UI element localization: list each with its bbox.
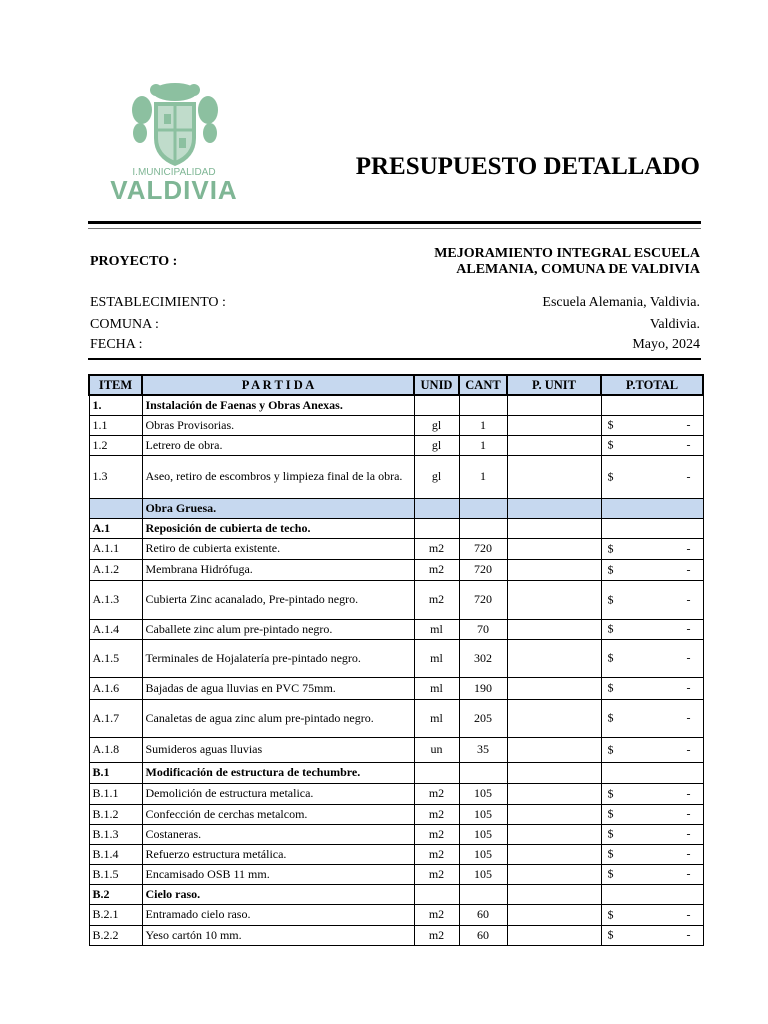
- item-unit: m2: [414, 824, 459, 844]
- currency-symbol: $: [607, 742, 614, 756]
- item-description: Refuerzo estructura metálica.: [142, 844, 414, 864]
- item-unit: ml: [414, 639, 459, 677]
- item-unit: m2: [414, 844, 459, 864]
- item-quantity: [459, 498, 507, 518]
- item-code: A.1.2: [89, 559, 142, 580]
- item-unit-price: [507, 639, 601, 677]
- item-code: B.2.2: [89, 925, 142, 945]
- item-total-price: [601, 864, 703, 884]
- item-description: Bajadas de agua lluvias en PVC 75mm.: [142, 677, 414, 699]
- currency-symbol: $: [607, 562, 614, 576]
- total-value: -: [686, 907, 691, 921]
- item-total-price: [601, 824, 703, 844]
- currency-symbol: $: [607, 710, 614, 725]
- table-section-row: [89, 762, 703, 783]
- item-unit-price: [507, 619, 601, 639]
- table-header-row: [89, 375, 703, 395]
- item-unit: m2: [414, 925, 459, 945]
- item-unit-price: [507, 395, 601, 415]
- item-description: Confección de cerchas metalcom.: [142, 804, 414, 824]
- table-row: [89, 783, 703, 804]
- table-row: [89, 435, 703, 455]
- currency-symbol: $: [607, 907, 614, 921]
- item-unit-price: [507, 677, 601, 699]
- proyecto-value-line2: ALEMANIA, COMUNA DE VALDIVIA: [456, 262, 700, 277]
- item-code: B.1.2: [89, 804, 142, 824]
- item-quantity: 720: [459, 559, 507, 580]
- item-quantity: 105: [459, 824, 507, 844]
- item-unit: [414, 395, 459, 415]
- total-value: -: [686, 742, 691, 756]
- item-quantity: 205: [459, 699, 507, 737]
- item-total-price: [601, 518, 703, 538]
- item-code: A.1.4: [89, 619, 142, 639]
- item-unit: [414, 518, 459, 538]
- total-value: -: [686, 786, 691, 800]
- currency-symbol: $: [607, 927, 614, 942]
- item-description: Caballete zinc alum pre-pintado negro.: [142, 619, 414, 639]
- item-description: Terminales de Hojalatería pre-pintado negro.: [142, 639, 414, 677]
- currency-symbol: $: [607, 826, 614, 841]
- item-unit-price: [507, 580, 601, 619]
- item-code: 1.2: [89, 435, 142, 455]
- currency-symbol: $: [607, 650, 614, 665]
- item-quantity: 1: [459, 455, 507, 498]
- total-value: -: [686, 437, 691, 452]
- header-cant: CANT: [459, 375, 507, 395]
- table-row: [89, 737, 703, 762]
- item-description: Retiro de cubierta existente.: [142, 538, 414, 559]
- currency-symbol: $: [607, 437, 614, 452]
- currency-symbol: $: [607, 592, 614, 606]
- item-total-price: [601, 904, 703, 925]
- item-total-price: [601, 762, 703, 783]
- item-total-price: [601, 619, 703, 639]
- header-ptotal: P.TOTAL: [601, 375, 703, 395]
- item-code: A.1.1: [89, 538, 142, 559]
- item-unit: m2: [414, 864, 459, 884]
- total-value: -: [686, 417, 691, 432]
- item-code: A.1.3: [89, 580, 142, 619]
- item-quantity: 60: [459, 925, 507, 945]
- item-unit-price: [507, 538, 601, 559]
- item-unit: m2: [414, 559, 459, 580]
- comuna-value: Valdivia.: [649, 317, 700, 332]
- currency-symbol: $: [607, 680, 614, 695]
- item-code: A.1.6: [89, 677, 142, 699]
- item-total-price: [601, 699, 703, 737]
- header-divider: [88, 221, 701, 224]
- item-quantity: 720: [459, 538, 507, 559]
- header-unid: UNID: [414, 375, 459, 395]
- item-total-price: [601, 498, 703, 518]
- item-total-price: [601, 395, 703, 415]
- item-unit-price: [507, 762, 601, 783]
- total-value: -: [686, 826, 691, 841]
- comuna-label: COMUNA :: [90, 317, 159, 332]
- table-row: [89, 824, 703, 844]
- table-row: [89, 864, 703, 884]
- item-unit-price: [507, 904, 601, 925]
- item-description: Demolición de estructura metalica.: [142, 783, 414, 804]
- item-code: B.1.1: [89, 783, 142, 804]
- item-total-price: [601, 455, 703, 498]
- item-quantity: [459, 395, 507, 415]
- item-description: Cubierta Zinc acanalado, Pre-pintado negro.: [142, 580, 414, 619]
- item-quantity: 1: [459, 415, 507, 435]
- currency-symbol: $: [607, 621, 614, 636]
- logo-text-small: I.MUNICIPALIDAD: [132, 167, 216, 178]
- table-section-row: [89, 518, 703, 538]
- document-title: PRESUPUESTO DETALLADO: [355, 153, 700, 180]
- item-quantity: 35: [459, 737, 507, 762]
- currency-symbol: $: [607, 806, 614, 821]
- establecimiento-value: Escuela Alemania, Valdivia.: [542, 295, 700, 310]
- item-unit-price: [507, 518, 601, 538]
- item-total-price: [601, 884, 703, 904]
- item-code: 1.1: [89, 415, 142, 435]
- item-description: Modificación de estructura de techumbre.: [142, 762, 414, 783]
- item-unit-price: [507, 783, 601, 804]
- currency-symbol: $: [607, 417, 614, 432]
- total-value: -: [686, 927, 691, 942]
- fecha-value: Mayo, 2024: [632, 337, 700, 352]
- item-total-price: [601, 804, 703, 824]
- item-unit-price: [507, 737, 601, 762]
- item-unit-price: [507, 925, 601, 945]
- currency-symbol: $: [607, 846, 614, 861]
- item-total-price: [601, 415, 703, 435]
- item-code: [89, 498, 142, 518]
- item-unit-price: [507, 498, 601, 518]
- total-value: -: [686, 469, 691, 483]
- total-value: -: [686, 710, 691, 725]
- currency-symbol: $: [607, 786, 614, 800]
- item-code: 1.3: [89, 455, 142, 498]
- item-unit: ml: [414, 699, 459, 737]
- table-row: [89, 559, 703, 580]
- item-description: Obra Gruesa.: [142, 498, 414, 518]
- currency-symbol: $: [607, 866, 614, 881]
- item-unit: m2: [414, 804, 459, 824]
- item-unit-price: [507, 415, 601, 435]
- item-code: B.1.3: [89, 824, 142, 844]
- item-description: Yeso cartón 10 mm.: [142, 925, 414, 945]
- item-total-price: [601, 844, 703, 864]
- header-item: ITEM: [89, 375, 142, 395]
- item-description: Instalación de Faenas y Obras Anexas.: [142, 395, 414, 415]
- item-description: Membrana Hidrófuga.: [142, 559, 414, 580]
- item-total-price: [601, 783, 703, 804]
- item-unit-price: [507, 804, 601, 824]
- table-row: [89, 538, 703, 559]
- table-row: [89, 455, 703, 498]
- table-row: [89, 804, 703, 824]
- header-partida: P A R T I D A: [142, 375, 414, 395]
- table-row: [89, 580, 703, 619]
- currency-symbol: $: [607, 469, 614, 483]
- item-description: Costaneras.: [142, 824, 414, 844]
- item-description: Aseo, retiro de escombros y limpieza final de la obra.: [142, 455, 414, 498]
- item-unit: m2: [414, 580, 459, 619]
- total-value: -: [686, 541, 691, 555]
- item-total-price: [601, 639, 703, 677]
- item-code: B.2: [89, 884, 142, 904]
- total-value: -: [686, 621, 691, 636]
- item-quantity: 105: [459, 844, 507, 864]
- table-row: [89, 639, 703, 677]
- item-code: 1.: [89, 395, 142, 415]
- item-description: Canaletas de agua zinc alum pre-pintado negro.: [142, 699, 414, 737]
- total-value: -: [686, 592, 691, 606]
- item-total-price: [601, 677, 703, 699]
- item-unit-price: [507, 844, 601, 864]
- item-unit: [414, 762, 459, 783]
- item-quantity: 60: [459, 904, 507, 925]
- item-code: B.1.4: [89, 844, 142, 864]
- header-divider-thin: [88, 228, 701, 229]
- item-total-price: [601, 580, 703, 619]
- item-quantity: [459, 762, 507, 783]
- item-quantity: 105: [459, 804, 507, 824]
- fecha-label: FECHA :: [90, 337, 143, 352]
- item-unit-price: [507, 864, 601, 884]
- item-total-price: [601, 925, 703, 945]
- item-quantity: [459, 518, 507, 538]
- budget-table: [88, 374, 704, 946]
- item-description: Sumideros aguas lluvias: [142, 737, 414, 762]
- item-unit: m2: [414, 904, 459, 925]
- item-unit-price: [507, 824, 601, 844]
- item-unit-price: [507, 435, 601, 455]
- item-code: A.1.8: [89, 737, 142, 762]
- item-unit: gl: [414, 455, 459, 498]
- item-code: B.1.5: [89, 864, 142, 884]
- header-punit: P. UNIT: [507, 375, 601, 395]
- item-unit: [414, 498, 459, 518]
- item-unit: gl: [414, 415, 459, 435]
- item-unit-price: [507, 455, 601, 498]
- item-description: Reposición de cubierta de techo.: [142, 518, 414, 538]
- item-total-price: [601, 538, 703, 559]
- total-value: -: [686, 650, 691, 665]
- item-unit: un: [414, 737, 459, 762]
- item-unit: [414, 884, 459, 904]
- table-row: [89, 415, 703, 435]
- table-row: [89, 619, 703, 639]
- table-row: [89, 925, 703, 945]
- total-value: -: [686, 846, 691, 861]
- table-row: [89, 844, 703, 864]
- item-quantity: 105: [459, 864, 507, 884]
- item-unit: m2: [414, 783, 459, 804]
- establecimiento-label: ESTABLECIMIENTO :: [90, 295, 226, 310]
- info-divider: [88, 358, 701, 360]
- item-code: B.1: [89, 762, 142, 783]
- total-value: -: [686, 680, 691, 695]
- table-section-row: [89, 498, 703, 518]
- currency-symbol: $: [607, 541, 614, 555]
- item-code: A.1.5: [89, 639, 142, 677]
- item-code: A.1.7: [89, 699, 142, 737]
- table-row: [89, 699, 703, 737]
- logo-text-large: VALDIVIA: [110, 175, 238, 205]
- proyecto-label: PROYECTO :: [90, 254, 178, 269]
- item-quantity: 720: [459, 580, 507, 619]
- item-unit: ml: [414, 619, 459, 639]
- table-section-row: [89, 884, 703, 904]
- item-total-price: [601, 559, 703, 580]
- item-unit: ml: [414, 677, 459, 699]
- item-description: Obras Provisorias.: [142, 415, 414, 435]
- item-quantity: 105: [459, 783, 507, 804]
- total-value: -: [686, 866, 691, 881]
- table-section-row: [89, 395, 703, 415]
- item-description: Cielo raso.: [142, 884, 414, 904]
- item-quantity: 190: [459, 677, 507, 699]
- item-description: Entramado cielo raso.: [142, 904, 414, 925]
- item-quantity: 302: [459, 639, 507, 677]
- item-total-price: [601, 737, 703, 762]
- total-value: -: [686, 562, 691, 576]
- table-row: [89, 677, 703, 699]
- proyecto-value-line1: MEJORAMIENTO INTEGRAL ESCUELA: [434, 246, 700, 261]
- total-value: -: [686, 806, 691, 821]
- item-unit-price: [507, 559, 601, 580]
- item-quantity: 1: [459, 435, 507, 455]
- item-quantity: 70: [459, 619, 507, 639]
- item-total-price: [601, 435, 703, 455]
- item-code: B.2.1: [89, 904, 142, 925]
- item-description: Letrero de obra.: [142, 435, 414, 455]
- item-code: A.1: [89, 518, 142, 538]
- item-quantity: [459, 884, 507, 904]
- item-unit-price: [507, 884, 601, 904]
- item-unit: m2: [414, 538, 459, 559]
- table-row: [89, 904, 703, 925]
- item-unit-price: [507, 699, 601, 737]
- item-description: Encamisado OSB 11 mm.: [142, 864, 414, 884]
- item-unit: gl: [414, 435, 459, 455]
